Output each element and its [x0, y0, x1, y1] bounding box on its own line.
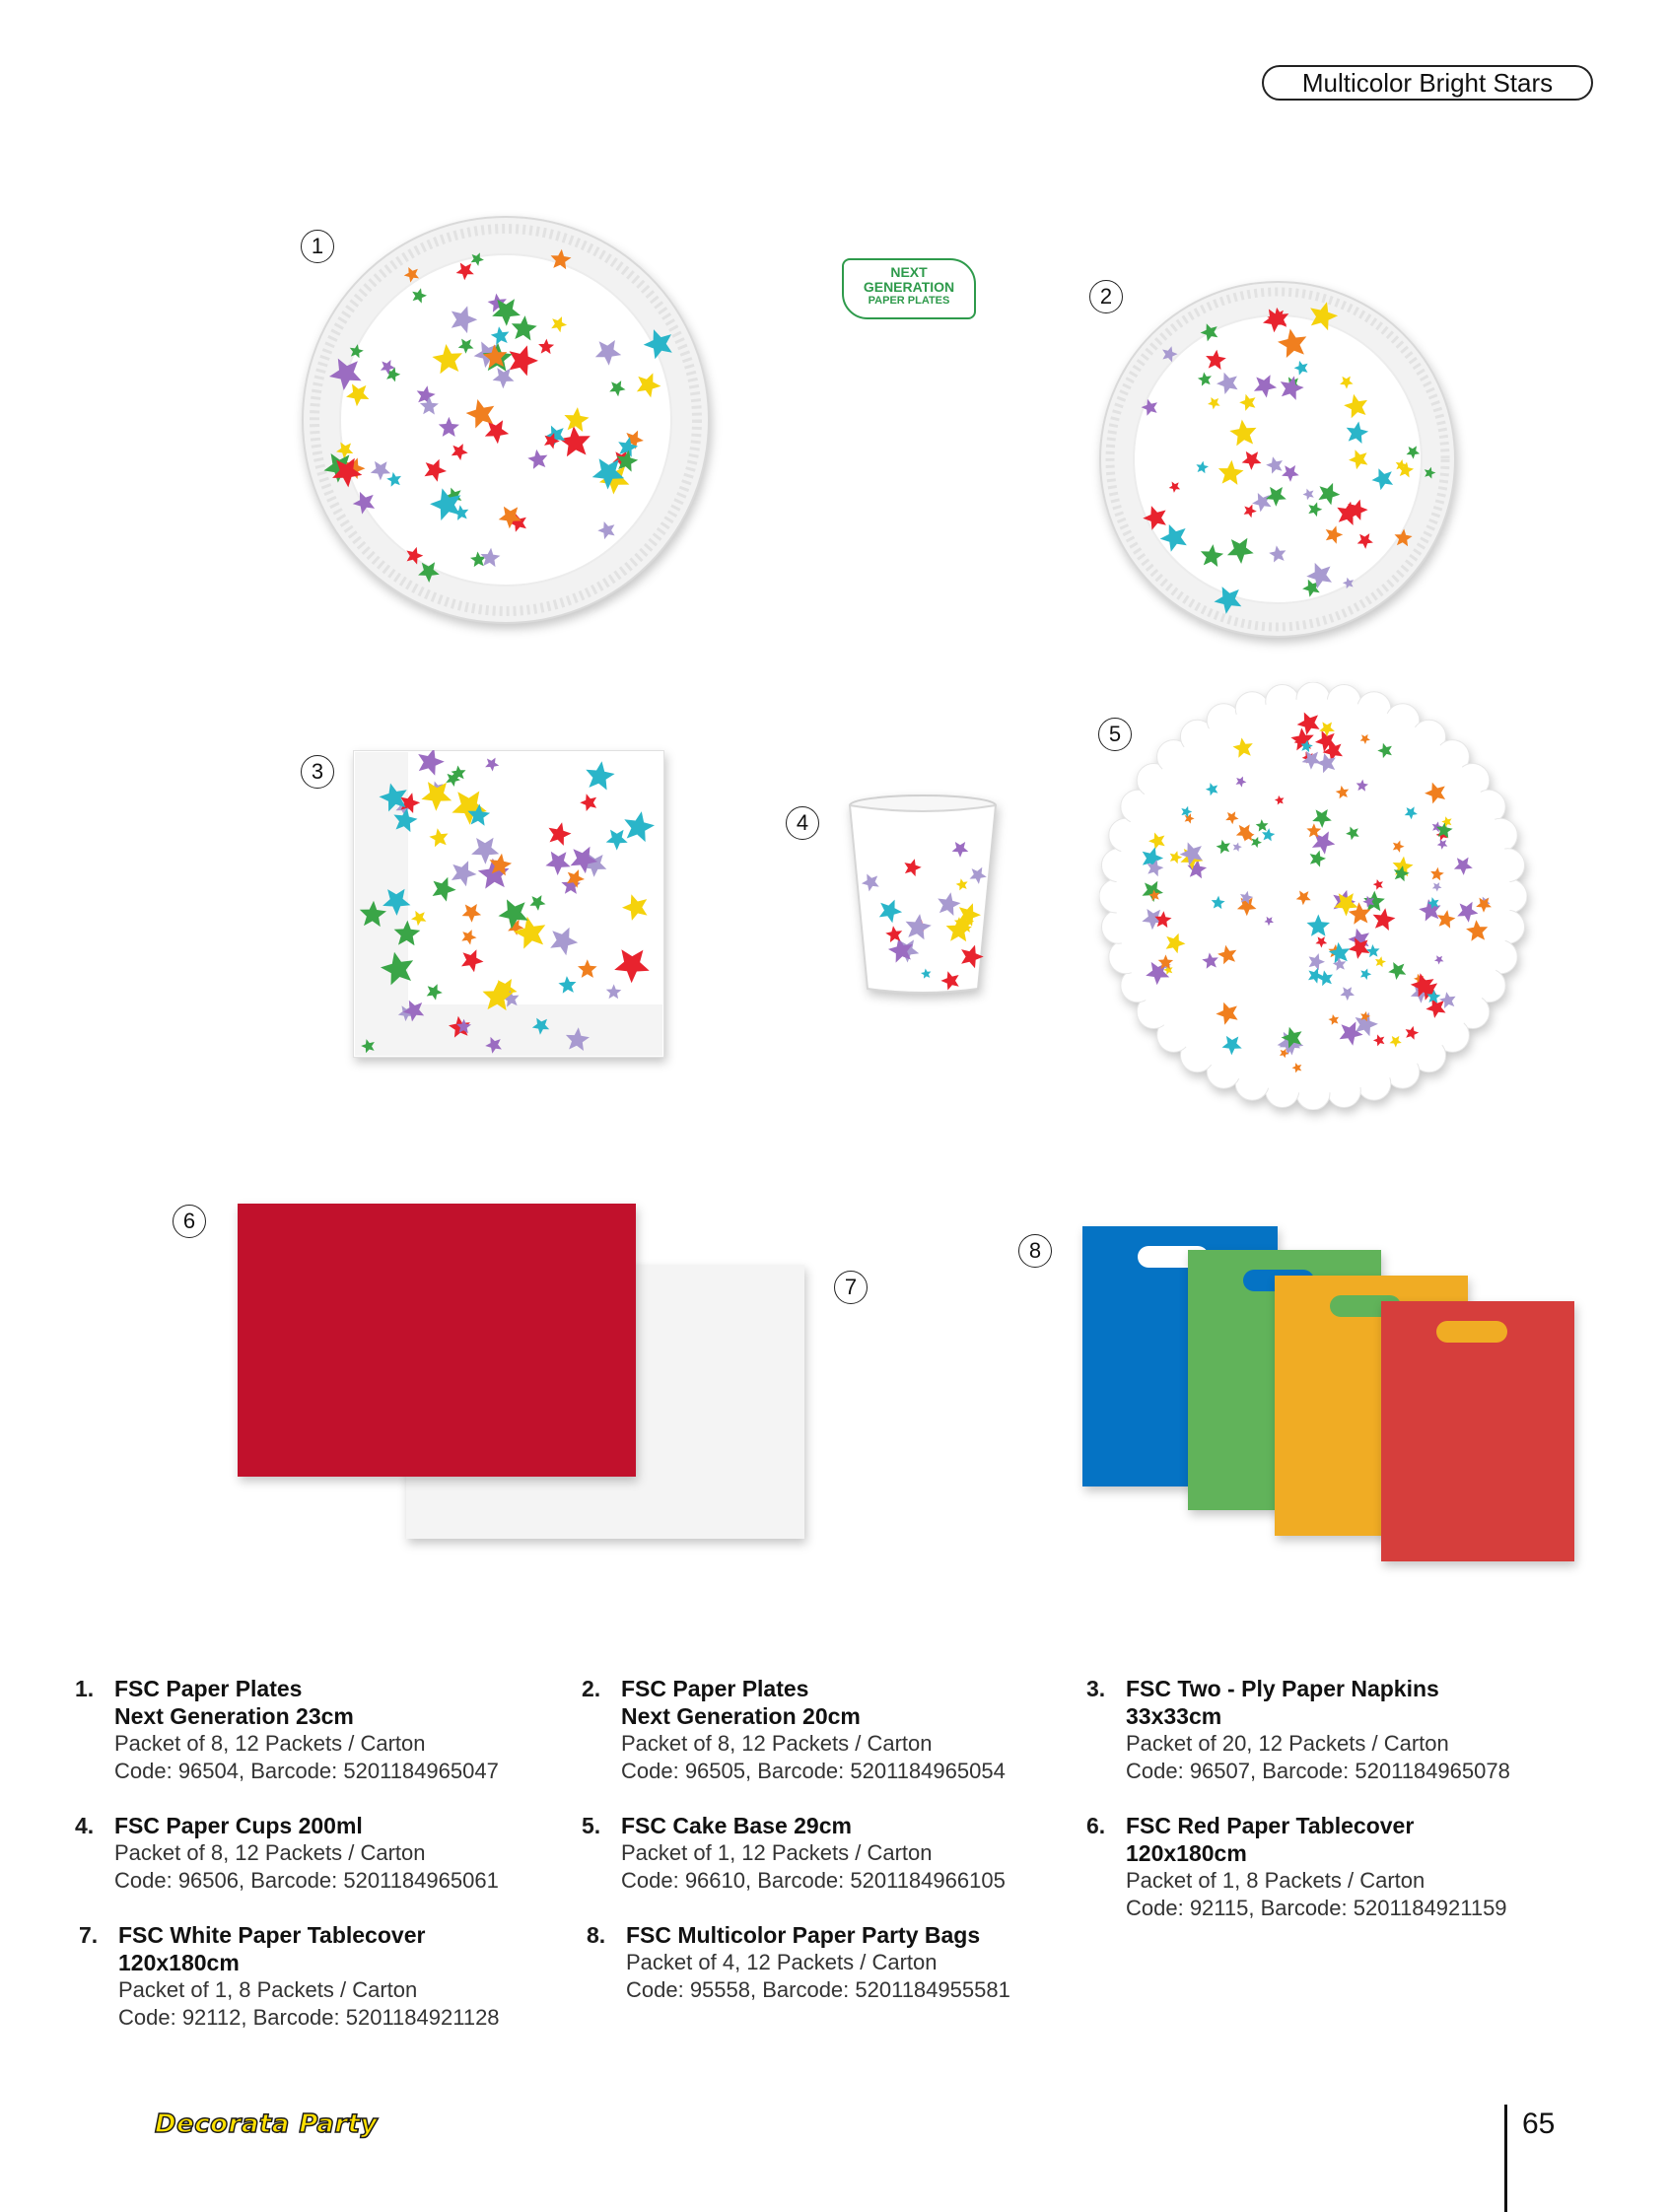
marker-8: 8 — [1018, 1234, 1052, 1268]
page-number: 65 — [1522, 2108, 1556, 2140]
product-image-plate-20cm — [1096, 278, 1459, 641]
marker-5: 5 — [1098, 718, 1132, 751]
item-number: 2. — [582, 1676, 601, 1701]
item-title: FSC White Paper Tablecover — [118, 1922, 426, 1948]
product-image-red-tablecover — [238, 1204, 636, 1477]
marker-3: 3 — [301, 755, 334, 789]
product-image-plate-23cm — [299, 213, 713, 627]
item-number: 1. — [75, 1676, 95, 1701]
brand-logo: Decorata Party — [155, 2109, 379, 2139]
product-image-napkin — [353, 750, 664, 1058]
item-code: Code: 96507, Barcode: 5201184965078 — [1126, 1759, 1510, 1783]
item-code: Code: 96504, Barcode: 5201184965047 — [114, 1759, 499, 1783]
item-code: Code: 92115, Barcode: 5201184921159 — [1126, 1896, 1507, 1920]
badge-line-3: PAPER PLATES — [868, 295, 950, 307]
item-code: Code: 96505, Barcode: 5201184965054 — [621, 1759, 1006, 1783]
footer-divider — [1504, 2105, 1507, 2212]
party-bag-red — [1381, 1301, 1574, 1561]
item-packaging: Packet of 1, 8 Packets / Carton — [118, 1977, 418, 2002]
item-packaging: Packet of 1, 8 Packets / Carton — [1126, 1868, 1426, 1893]
marker-7: 7 — [834, 1271, 868, 1304]
item-title-line2: 33x33cm — [1126, 1703, 1222, 1729]
item-packaging: Packet of 4, 12 Packets / Carton — [626, 1950, 938, 1974]
item-number: 6. — [1086, 1813, 1106, 1838]
item-number: 3. — [1086, 1676, 1106, 1701]
marker-4: 4 — [786, 806, 819, 840]
item-code: Code: 96610, Barcode: 5201184966105 — [621, 1868, 1006, 1893]
badge-line-2: GENERATION — [863, 279, 955, 295]
item-packaging: Packet of 8, 12 Packets / Carton — [621, 1731, 933, 1756]
item-code: Code: 92112, Barcode: 5201184921128 — [118, 2005, 500, 2030]
item-title-line2: Next Generation 23cm — [114, 1703, 354, 1729]
next-generation-badge — [842, 258, 976, 319]
marker-2: 2 — [1089, 280, 1123, 313]
product-image-cake-base — [1099, 682, 1527, 1110]
item-title-line2: 120x180cm — [118, 1950, 240, 1975]
item-code: Code: 95558, Barcode: 5201184955581 — [626, 1977, 1010, 2002]
item-title: FSC Red Paper Tablecover — [1126, 1813, 1415, 1838]
item-title: FSC Paper Plates — [114, 1676, 303, 1701]
item-title: FSC Paper Plates — [621, 1676, 809, 1701]
item-packaging: Packet of 8, 12 Packets / Carton — [114, 1840, 426, 1865]
item-code: Code: 96506, Barcode: 5201184965061 — [114, 1868, 499, 1893]
item-packaging: Packet of 8, 12 Packets / Carton — [114, 1731, 426, 1756]
item-number: 8. — [587, 1922, 606, 1948]
item-title: FSC Paper Cups 200ml — [114, 1813, 363, 1838]
item-packaging: Packet of 1, 12 Packets / Carton — [621, 1840, 933, 1865]
item-title-line2: 120x180cm — [1126, 1840, 1247, 1866]
marker-1: 1 — [301, 230, 334, 263]
item-title: FSC Two - Ply Paper Napkins — [1126, 1676, 1439, 1701]
bag-handle — [1436, 1321, 1507, 1343]
item-number: 7. — [79, 1922, 99, 1948]
collection-title: Multicolor Bright Stars — [1262, 65, 1593, 101]
item-title: FSC Cake Base 29cm — [621, 1813, 852, 1838]
item-number: 4. — [75, 1813, 95, 1838]
item-title-line2: Next Generation 20cm — [621, 1703, 861, 1729]
item-title: FSC Multicolor Paper Party Bags — [626, 1922, 981, 1948]
item-number: 5. — [582, 1813, 601, 1838]
badge-line-1: NEXT — [890, 264, 928, 280]
marker-6: 6 — [173, 1205, 206, 1238]
product-image-cup — [844, 794, 1002, 999]
item-packaging: Packet of 20, 12 Packets / Carton — [1126, 1731, 1449, 1756]
